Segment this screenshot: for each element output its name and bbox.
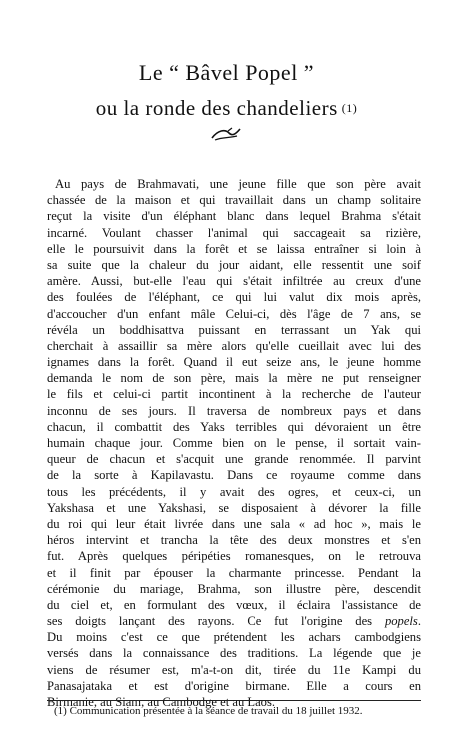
body-line: chacun, il combattit des Yaks terribles qui dévoraient un être: [47, 419, 421, 434]
body-line: d'accoucher d'un enfant mâle Celui-ci, dès l'âge de 7 ans, se: [47, 306, 421, 321]
footnote: (1) Communication présentée à la séance de travail du 18 juillet 1932.: [54, 705, 363, 717]
body-line: amère. Aussi, but-elle l'eau qui s'était infiltrée au creux d'une: [47, 274, 421, 289]
body-line: cherchait à assaillir sa mère alors qu'elle cueillait avec lui des: [47, 338, 421, 353]
body-line: et il finit par épouser la charmante princesse. Pendant la: [47, 565, 421, 580]
body-line: Birmanie, au Siam, au Cambodge et au Laos.: [47, 695, 276, 709]
body-line: demanda le nom de son père, mais la mère ne put renseigner: [47, 371, 421, 386]
body-line: viens de résumer est, m'a-t-on dit, tirée du 11e Kampi du: [47, 662, 421, 677]
flourish-ornament-icon: [209, 126, 243, 142]
body-line: humain chaque jour. Comme bien on le pense, il sortait vain-: [47, 436, 421, 450]
body-line: héros intervint et trancha la tête des deux monstres et s'en: [47, 533, 421, 548]
body-line: tous les précédents, il y avait des ogres, et ceux-ci, un: [47, 484, 421, 499]
body-line: cérémonie du mariage, Brahma, son illustre père, descendit: [47, 581, 421, 596]
body-line: sa suite que la chaleur du jour aidant, elle ressentit une soif: [47, 257, 421, 272]
body-line: du ciel et, en formulant des vœux, il éclaira l'assistance de: [47, 597, 421, 612]
body-line: révéla un boddhisattva puissant en terrassant un Yak qui: [47, 322, 421, 337]
title-line-2: [0, 96, 453, 121]
footnote-reference: (1): [341, 101, 358, 115]
body-line: elle le poursuivit dans la forêt et se laissa entraîner si loin à: [47, 241, 421, 256]
body-line: des foulées de l'éléphant, ce qui lui valut dix mois après,: [47, 290, 421, 305]
body-line: versés dans la connaissance des traditions. La légende que je: [47, 646, 421, 661]
body-line: Panasajataka et est d'origine birmane. Elle a cours en: [47, 678, 421, 693]
footnote-divider: [47, 700, 421, 701]
body-line: ignames dans la forêt. Quand il eut seize ans, le jeune homme: [47, 355, 421, 370]
body-line: Au pays de Brahmavati, une jeune fille que son père avait: [55, 177, 421, 191]
body-paragraph: [47, 176, 421, 710]
body-line: de la sorte à Kapilavastu. Dans ce royaume comme dans: [47, 468, 421, 483]
title-line-2-text: ou la ronde des chandeliers: [95, 96, 338, 120]
body-line: queur de chacun et s'acquit une grande renommée. Il parvint: [47, 452, 421, 467]
body-line: ses doigts lançant des rayons. Ce fut l'origine des popels.: [47, 614, 421, 629]
title-line-1: Le “ Bâvel Popel ”: [138, 60, 315, 85]
body-line: chassée de la maison et qui travaillait dans un champ solitaire: [47, 193, 421, 208]
body-line: inconnu de ses jours. Il traversa de nombreux pays et dans: [47, 403, 421, 418]
body-line: incarné. Voulant chasser l'animal qui saccageait sa rizière,: [47, 225, 421, 240]
body-line: le fils et celui-ci partit incontinent à la recherche de l'auteur: [47, 387, 421, 402]
body-line: Yakshasa et une Yakshasi, se disposaient à dévorer la fille: [47, 500, 421, 515]
body-line: du roi qui leur était livrée dans une sala « ad hoc », mais le: [47, 516, 421, 531]
body-line: Du moins c'est ce que prétendent les achars cambodgiens: [47, 630, 421, 645]
body-line: fut. Après quelques péripéties romanesques, on le retrouva: [47, 549, 421, 564]
body-line: reçut la visite d'un éléphant blanc dans lequel Brahma s'était: [47, 209, 421, 224]
